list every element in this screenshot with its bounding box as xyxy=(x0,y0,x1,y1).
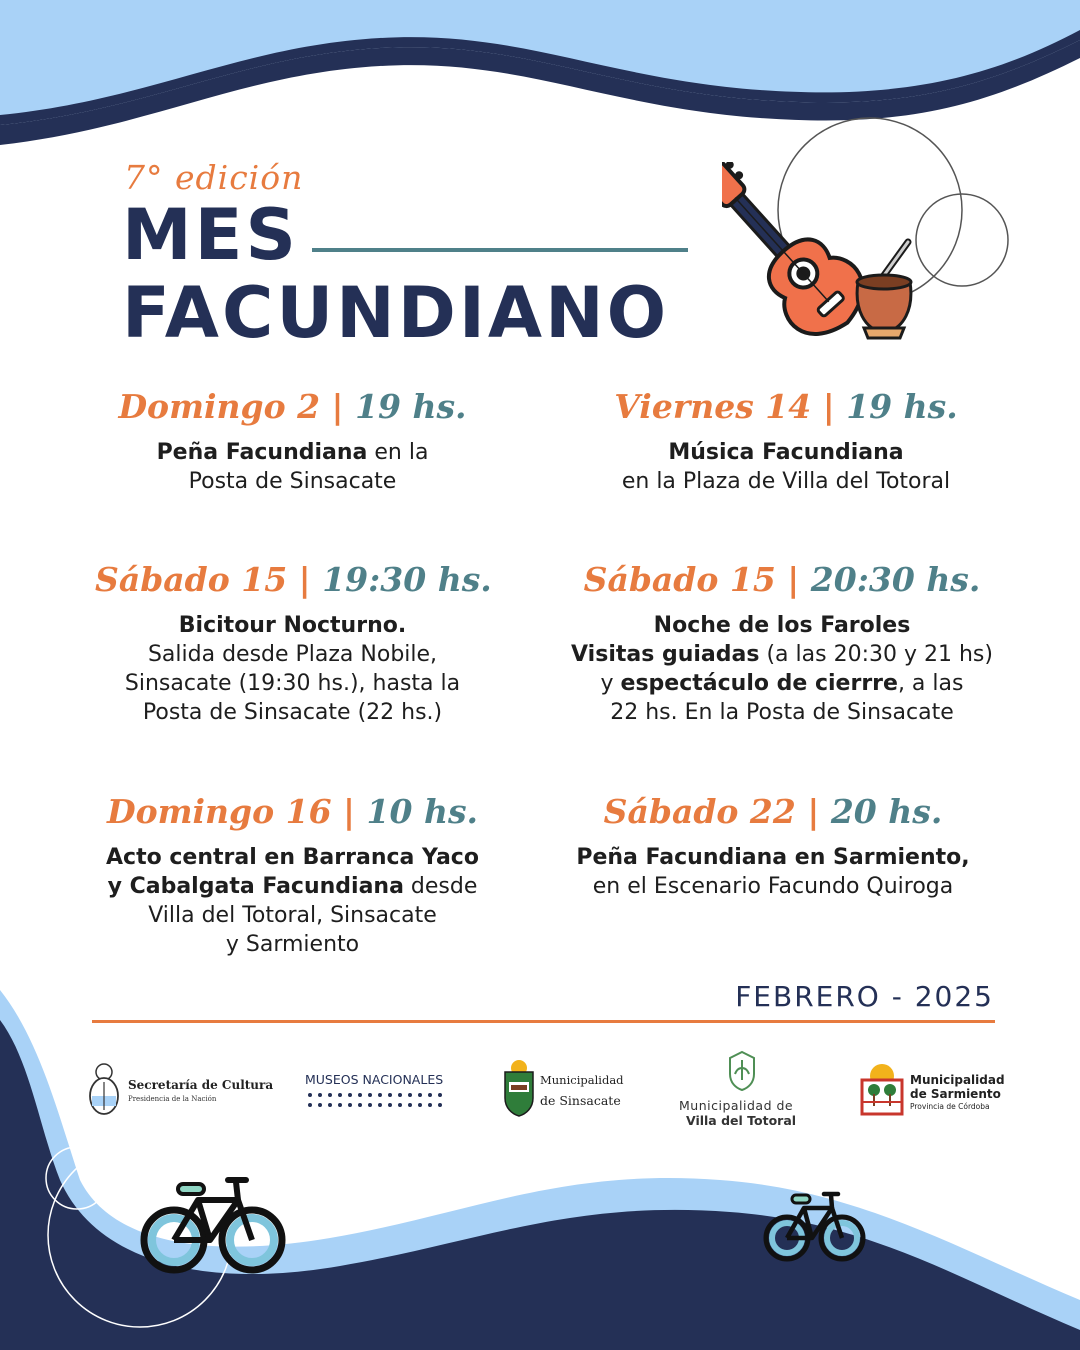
desc-text: y Sarmiento xyxy=(225,932,360,957)
desc-text: 22 hs. En la Posta de Sinsacate xyxy=(610,700,954,725)
month-divider xyxy=(92,1020,995,1023)
event-sabado-15-faroles xyxy=(568,559,996,727)
event-separator: | xyxy=(298,560,311,599)
desc-bold: Bicitour Nocturno. xyxy=(178,613,407,638)
logo-municipalidad-sinsacate xyxy=(502,1058,627,1120)
event-viernes-14 xyxy=(580,386,992,496)
event-time: 19 hs. xyxy=(846,387,958,426)
event-description xyxy=(555,843,991,901)
desc-text: (a las 20:30 y 21 hs) xyxy=(759,642,993,667)
event-description xyxy=(95,438,490,496)
event-day: Domingo 16 xyxy=(106,792,332,831)
event-time: 19:30 hs. xyxy=(322,560,492,599)
event-domingo-16 xyxy=(90,791,495,959)
desc-text: y xyxy=(600,671,621,696)
event-description xyxy=(580,438,992,496)
title-line-2: FACUNDIANO xyxy=(122,272,670,354)
sarmiento-line-3: Provincia de Córdoba xyxy=(910,1102,990,1111)
sarmiento-line-2: de Sarmiento xyxy=(910,1087,1001,1101)
event-time: 20 hs. xyxy=(830,792,943,831)
event-separator: | xyxy=(343,792,356,831)
logo-municipalidad-sarmiento xyxy=(860,1060,1005,1120)
shield-icon xyxy=(860,1060,904,1118)
desc-text: Posta de Sinsacate (22 hs.) xyxy=(142,700,443,725)
event-time: 20:30 hs. xyxy=(810,560,981,599)
event-separator: | xyxy=(331,387,344,426)
shield-icon xyxy=(502,1058,536,1118)
desc-text: desde xyxy=(403,874,478,899)
desc-bold: Visitas guiadas xyxy=(571,642,760,667)
bicycle-icon xyxy=(138,1170,288,1280)
desc-text: en el Escenario Facundo Quiroga xyxy=(592,874,954,899)
sinsacate-line-2: de Sinsacate xyxy=(540,1093,621,1108)
title-divider xyxy=(312,248,688,252)
month-label: FEBRERO - 2025 xyxy=(735,980,994,1013)
event-description xyxy=(90,843,495,959)
museos-label: MUSEOS NACIONALES xyxy=(305,1072,444,1087)
secretaria-subtitle: Presidencia de la Nación xyxy=(128,1095,217,1103)
desc-text: Sinsacate (19:30 hs.), hasta la xyxy=(124,671,461,696)
desc-bold: Peña Facundiana en Sarmiento, xyxy=(576,845,970,870)
totoral-line-2: Villa del Totoral xyxy=(686,1113,797,1128)
event-separator: | xyxy=(822,387,835,426)
event-day: Sábado 22 xyxy=(603,792,796,831)
edition-label: 7° edición xyxy=(124,158,304,197)
event-sabado-22 xyxy=(555,791,991,901)
argentina-seal-icon xyxy=(86,1060,122,1118)
event-time: 19 hs. xyxy=(355,387,467,426)
event-day: Sábado 15 xyxy=(583,560,776,599)
event-time: 10 hs. xyxy=(366,792,479,831)
event-when xyxy=(555,791,991,833)
desc-text: en la Plaza de Villa del Totoral xyxy=(621,469,951,494)
event-description xyxy=(95,611,490,727)
secretaria-title: Secretaría de Cultura xyxy=(128,1078,274,1092)
event-when xyxy=(568,559,996,601)
desc-text: Villa del Totoral, Sinsacate xyxy=(148,903,437,928)
event-day: Sábado 15 xyxy=(95,560,288,599)
desc-bold: Música Facundiana xyxy=(668,440,904,465)
event-separator: | xyxy=(787,560,800,599)
shield-icon xyxy=(726,1050,758,1092)
title-line-1: MES xyxy=(122,194,299,276)
desc-text: en la xyxy=(367,440,429,465)
sinsacate-line-1: Municipalidad xyxy=(540,1073,624,1087)
event-domingo-2 xyxy=(95,386,490,496)
logo-secretaria-cultura xyxy=(86,1058,274,1120)
event-day: Viernes 14 xyxy=(614,387,812,426)
desc-bold: y Cabalgata Facundiana xyxy=(107,874,404,899)
event-description xyxy=(568,611,996,727)
desc-bold: Peña Facundiana xyxy=(156,440,368,465)
desc-bold: Noche de los Faroles xyxy=(653,613,911,638)
dots-pattern xyxy=(307,1092,447,1110)
event-separator: | xyxy=(807,792,820,831)
bicycle-icon xyxy=(762,1186,867,1266)
desc-bold: Acto central en Barranca Yaco xyxy=(106,845,479,870)
event-when xyxy=(90,791,495,833)
desc-text: Posta de Sinsacate xyxy=(188,469,397,494)
logo-museos-nacionales xyxy=(305,1070,450,1115)
logo-municipalidad-villa-del-totoral xyxy=(676,1050,811,1130)
sarmiento-line-1: Municipalidad xyxy=(910,1073,1005,1087)
event-sabado-15-bicitour xyxy=(95,559,490,727)
event-when xyxy=(580,386,992,428)
desc-text: , a las xyxy=(897,671,964,696)
desc-text: Salida desde Plaza Nobile, xyxy=(147,642,438,667)
totoral-line-1: Municipalidad de xyxy=(679,1098,794,1113)
event-when xyxy=(95,559,490,601)
desc-bold: espectáculo de cierrre xyxy=(620,671,898,696)
event-day: Domingo 2 xyxy=(118,387,321,426)
event-when xyxy=(95,386,490,428)
mate-icon xyxy=(850,238,920,340)
